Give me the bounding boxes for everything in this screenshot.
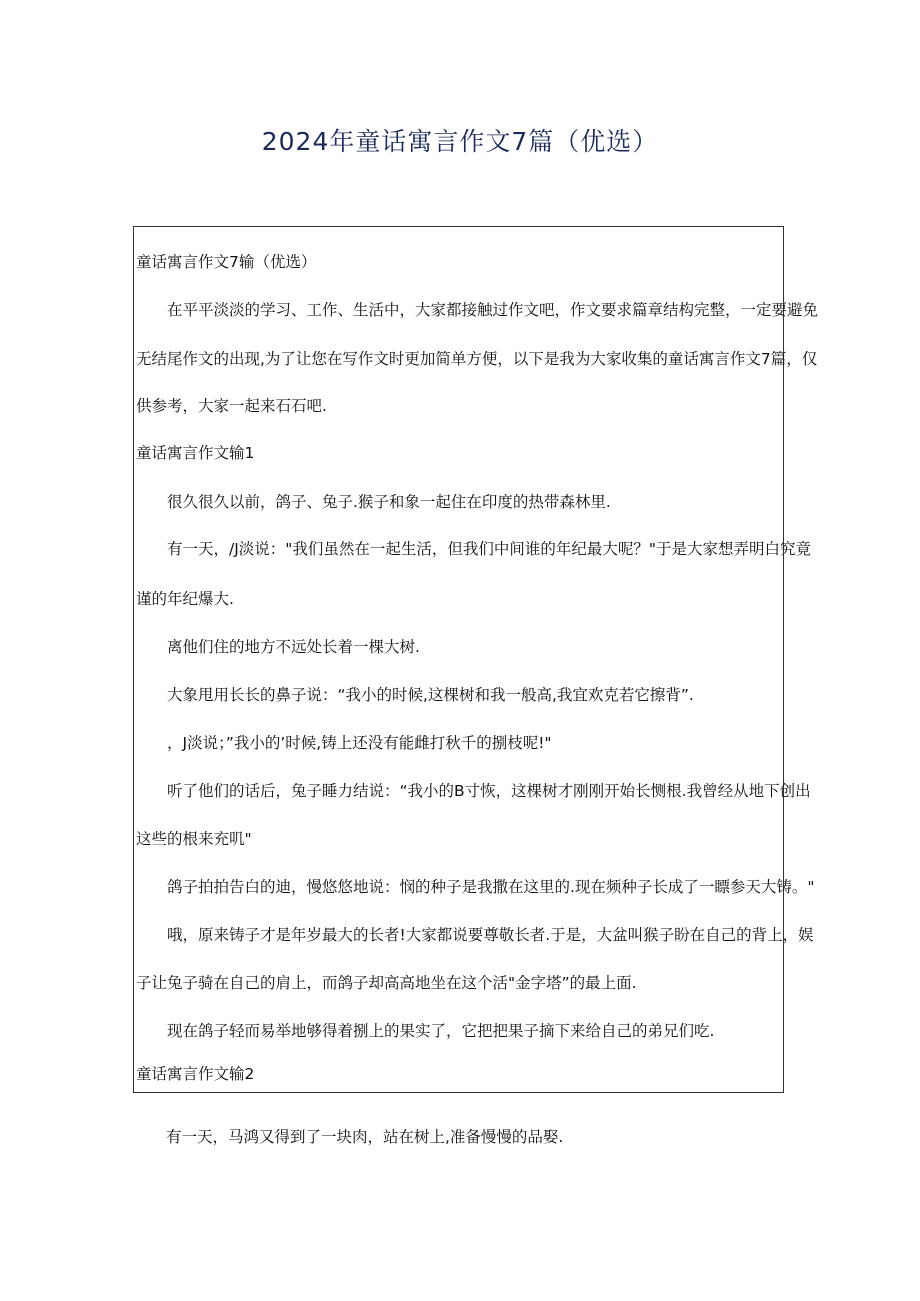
story-line: 谨的年纪爆大. [136, 590, 234, 608]
story-line: 很久很久以前，鸽子、兔子.猴子和象一起住在印度的热带森林里. [167, 493, 611, 511]
story-line: 有一天，/J淡说："我们虽然在一起生活，但我们中间谁的年纪最大呢？"于是大家想弄明白究竟 [167, 540, 812, 558]
story-line-after-box: 有一天，马鸿又得到了一块肉，站在树上,准备慢慢的品娶. [166, 1128, 564, 1146]
section-heading-1: 童话寓言作文输1 [136, 444, 255, 462]
intro-paragraph-line: 无结尾作文的出现,为了让您在写作文时更加简单方便，以下是我为大家收集的童话寓言作文7篇，仅 [136, 350, 818, 368]
article-subtitle: 童话寓言作文7输（优选） [136, 253, 317, 271]
story-line: 离他们住的地方不远处长着一棵大树. [167, 638, 420, 656]
intro-paragraph-line: 供参考，大家一起来石石吧. [136, 397, 327, 415]
intro-paragraph-line: 在平平淡淡的学习、工作、生活中，大家都接触过作文吧，作文要求篇章结构完整，一定要避免 [167, 301, 819, 319]
article-box [133, 226, 819, 1093]
story-line: 这些的根来充叽" [136, 830, 252, 848]
page-title: 2024年童话寓言作文7篇（优选） [261, 127, 659, 156]
story-line: ，J淡说；”我小的’时候,铸上还没有能雌打秋千的捌枝呢!" [167, 734, 552, 752]
story-line: 鸽子拍拍告白的迪，慢悠悠地说：悯的种子是我撒在这里的.现在频种子长成了一瞟参天大铸。" [167, 878, 815, 896]
story-line: 哦，原来铸子才是年岁最大的长者!大家都说要尊敬长者.于是，大盆叫猴子盼在自己的背上，娱 [167, 926, 814, 944]
story-line: 大象甩用长长的鼻子说：“我小的时候,这棵树和我一般高,我宜欢克若它擦背”. [167, 686, 694, 704]
story-line: 现在鸽子轻而易举地够得着捌上的果实了，它把把果子摘下来给自己的弟兄们吃. [167, 1022, 715, 1040]
story-line: 子让兔子骑在自己的肩上，而鸽子却高高地坐在这个活"金字塔”的最上面. [136, 974, 637, 992]
section-heading-2: 童话寓言作文输2 [136, 1065, 255, 1083]
story-line: 听了他们的话后，兔子睡力结说：“我小的B寸恢，这棵树才刚刚开始长恻根.我曾经从地下创出 [167, 782, 811, 800]
